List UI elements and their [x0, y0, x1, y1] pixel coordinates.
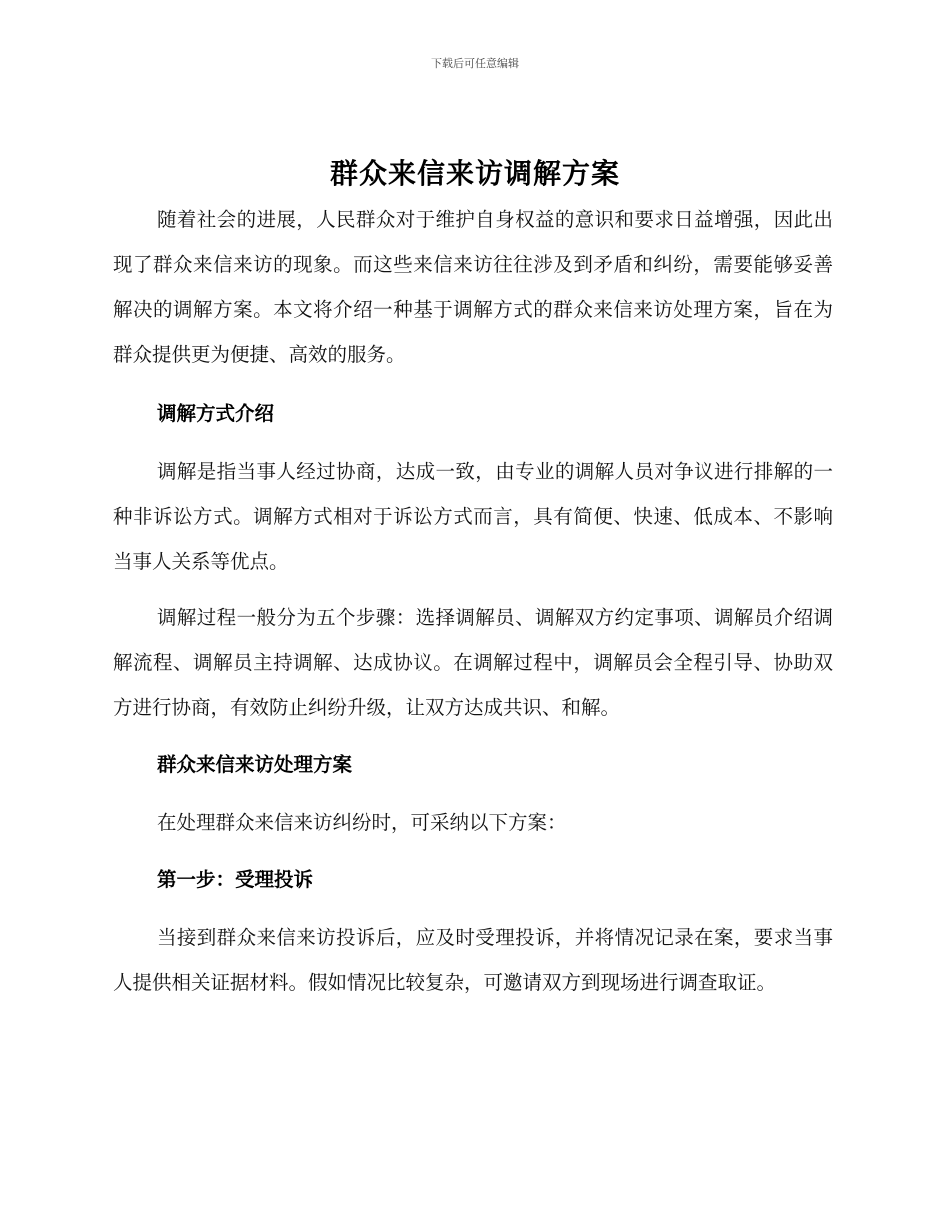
- section-heading-handling-plan: 群众来信来访处理方案: [157, 753, 353, 776]
- intro-paragraph: 随着社会的进展，人民群众对于维护自身权益的意识和要求日益增强，因此出现了群众来信来访的现象。而这些来信来访往往涉及到矛盾和纠纷，需要能够妥善解决的调解方案。本文将介绍一种基于调解方式的群众来信来访处理方案，旨在为群众提供更为便捷、高效的服务。: [113, 208, 833, 366]
- page-header: 下载后可任意编辑: [431, 57, 519, 70]
- step-one-paragraph: 当接到群众来信来访投诉后，应及时受理投诉，并将情况记录在案，要求当事人提供相关证据材料。假如情况比较复杂，可邀请双方到现场进行调查取证。: [113, 926, 833, 994]
- step-one-heading: 第一步：受理投诉: [157, 868, 314, 891]
- mediation-definition-paragraph: 调解是指当事人经过协商，达成一致，由专业的调解人员对争议进行排解的一种非诉讼方式。调解方式相对于诉讼方式而言，具有简便、快速、低成本、不影响当事人关系等优点。: [113, 460, 833, 573]
- handling-plan-intro-paragraph: 在处理群众来信来访纠纷时，可采纳以下方案：: [157, 811, 567, 834]
- mediation-process-paragraph: 调解过程一般分为五个步骤：选择调解员、调解双方约定事项、调解员介绍调解流程、调解员主持调解、达成协议。在调解过程中，调解员会全程引导、协助双方进行协商，有效防止纠纷升级，让双方达成共识、和解。: [113, 606, 833, 719]
- section-heading-mediation-intro: 调解方式介绍: [157, 402, 275, 425]
- document-title: 群众来信来访调解方案: [329, 157, 620, 190]
